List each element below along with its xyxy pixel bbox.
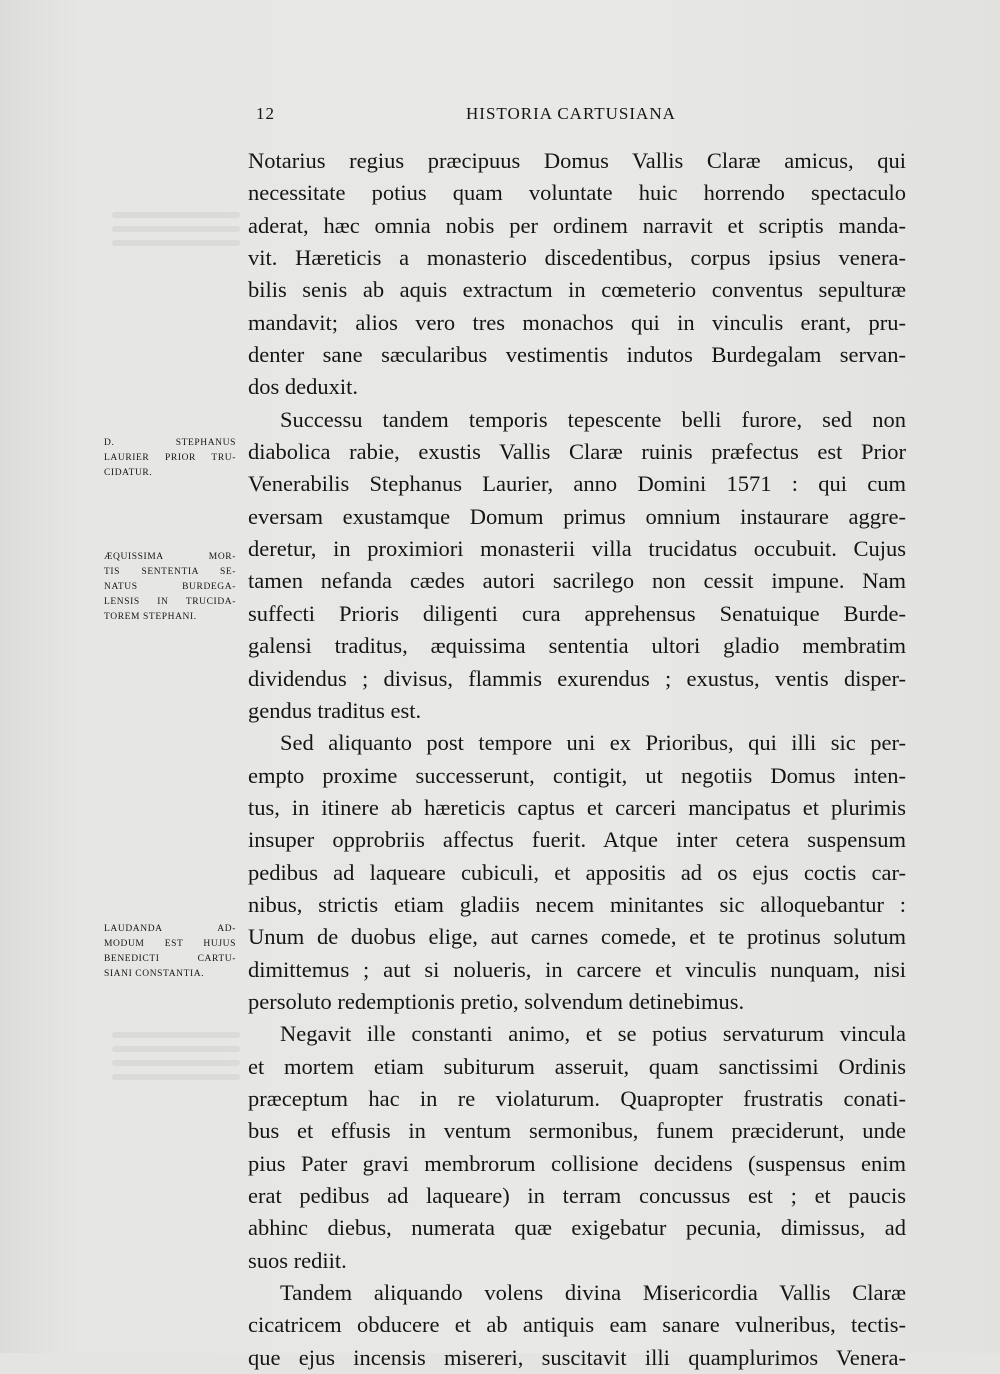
show-through-mark xyxy=(112,212,240,218)
text-line: nibus, strictis etiam gladiis necem minitantes sic alloquebantur : xyxy=(248,891,906,917)
text-line: vit. Hæreticis a monasterio discedentibus, corpus ipsius venera- xyxy=(248,245,906,271)
text-line: tamen nefanda cædes autori sacrilego non cessit impune. Nam xyxy=(248,568,906,594)
margin-note-line: LAURIER PRIOR TRU- xyxy=(104,453,236,463)
text-line: aderat, hæc omnia nobis per ordinem narravit et scriptis manda- xyxy=(248,212,906,238)
text-line: Negavit ille constanti animo, et se potius servaturum vincula xyxy=(280,1021,906,1047)
margin-note-line: LAUDANDA AD- xyxy=(104,924,236,934)
show-through-mark xyxy=(112,1032,240,1038)
text-line: que ejus incensis misereri, suscitavit illi quamplurimos Venera- xyxy=(248,1344,906,1370)
text-line: galensi traditus, æquissima sententia ultori gladio membratim xyxy=(248,633,906,659)
margin-note-line: CIDATUR. xyxy=(104,468,153,478)
text-line: pius Pater gravi membrorum collisione decidens (suspensus enim xyxy=(248,1150,906,1176)
text-line: empto proxime successerunt, contigit, ut negotiis Domus inten- xyxy=(248,762,906,788)
margin-note xyxy=(104,922,236,982)
text-line: gendus traditus est. xyxy=(248,697,422,723)
text-line: eversam exustamque Domum primus omnium instaurare aggre- xyxy=(248,503,906,529)
text-line: pedibus ad laqueare cubiculi, et appositis ad os ejus coctis car- xyxy=(248,859,906,885)
margin-note-line: BENEDICTI CARTU- xyxy=(104,954,236,964)
text-line: abhinc diebus, numerata quæ exigebatur pecunia, dimissus, ad xyxy=(248,1215,906,1241)
text-line: necessitate potius quam voluntate huic horrendo spectaculo xyxy=(248,180,906,206)
text-line: tus, in itinere ab hæreticis captus et carceri mancipatus et plurimis xyxy=(248,794,906,820)
show-through-mark xyxy=(112,1046,240,1052)
text-line: dimittemus ; aut si nolueris, in carcere et vinculis nunquam, nisi xyxy=(248,956,906,982)
text-line: erat pedibus ad laqueare) in terram concussus est ; et paucis xyxy=(248,1183,906,1208)
text-line: Unum de duobus elige, aut carnes comede, et te protinus solutum xyxy=(248,924,906,950)
text-line: mandavit; alios vero tres monachos qui in vinculis erant, pru- xyxy=(248,309,906,335)
show-through-mark xyxy=(112,1074,240,1080)
text-line: deretur, in proximiori monasterii villa trucidatus occubuit. Cujus xyxy=(248,536,906,562)
margin-note xyxy=(104,550,236,625)
margin-note-line: MODUM EST HUJUS xyxy=(104,939,236,949)
text-line: diabolica rabie, exustis Vallis Claræ ruinis præfectus est Prior xyxy=(248,439,906,465)
margin-note-line: SIANI CONSTANTIA. xyxy=(104,969,205,979)
margin-note-line: TOREM STEPHANI. xyxy=(104,612,197,622)
margin-note-line: ÆQUISSIMA MOR- xyxy=(104,552,236,562)
text-line: dividendus ; divisus, flammis exurendus ; exustus, ventis disper- xyxy=(248,665,906,691)
text-line: denter sane sæcularibus vestimentis indutos Burdegalam servan- xyxy=(248,342,906,368)
show-through-mark xyxy=(112,240,240,246)
margin-note-line: LENSIS IN TRUCIDA- xyxy=(104,597,236,607)
text-line: Successu tandem temporis tepescente belli furore, sed non xyxy=(280,406,906,432)
text-line: præceptum hac in re violaturum. Quapropter frustratis conati- xyxy=(248,1085,906,1111)
text-line: suos rediit. xyxy=(248,1247,347,1273)
margin-note-line: NATUS BURDEGA- xyxy=(104,582,236,592)
text-line: insuper opprobriis affectus fuerit. Atque inter cetera suspensum xyxy=(248,827,906,853)
margin-note xyxy=(104,436,236,481)
text-line: Tandem aliquando volens divina Misericordia Vallis Claræ xyxy=(280,1280,906,1306)
text-line: et mortem etiam subiturum asseruit, quam sanctissimi Ordinis xyxy=(248,1053,906,1079)
margin-note-line: D. STEPHANUS xyxy=(104,438,236,448)
text-line: cicatricem obducere et ab antiquis eam sanare vulneribus, tectis- xyxy=(248,1312,906,1338)
text-line: persoluto redemptionis pretio, solvendum detinebimus. xyxy=(248,988,745,1014)
text-line: bilis senis ab aquis extractum in cœmeterio conventus sepulturæ xyxy=(248,277,906,303)
page-number: 12 xyxy=(256,104,275,123)
text-line: Venerabilis Stephanus Laurier, anno Domini 1571 : qui cum xyxy=(248,471,906,497)
show-through-mark xyxy=(112,1060,240,1066)
text-line: dos deduxit. xyxy=(248,374,358,400)
text-line: Sed aliquanto post tempore uni ex Prioribus, qui illi sic per- xyxy=(280,730,906,756)
running-title: HISTORIA CARTUSIANA xyxy=(466,104,676,123)
show-through-mark xyxy=(112,226,240,232)
text-line: Notarius regius præcipuus Domus Vallis Claræ amicus, qui xyxy=(248,148,906,173)
margin-note-line: TIS SENTENTIA SE- xyxy=(104,567,236,577)
body-text xyxy=(248,145,906,1374)
text-line: bus et effusis in ventum sermonibus, funem præciderunt, unde xyxy=(248,1118,906,1144)
text-line: suffecti Prioris diligenti cura apprehensus Senatuique Burde- xyxy=(248,600,906,626)
